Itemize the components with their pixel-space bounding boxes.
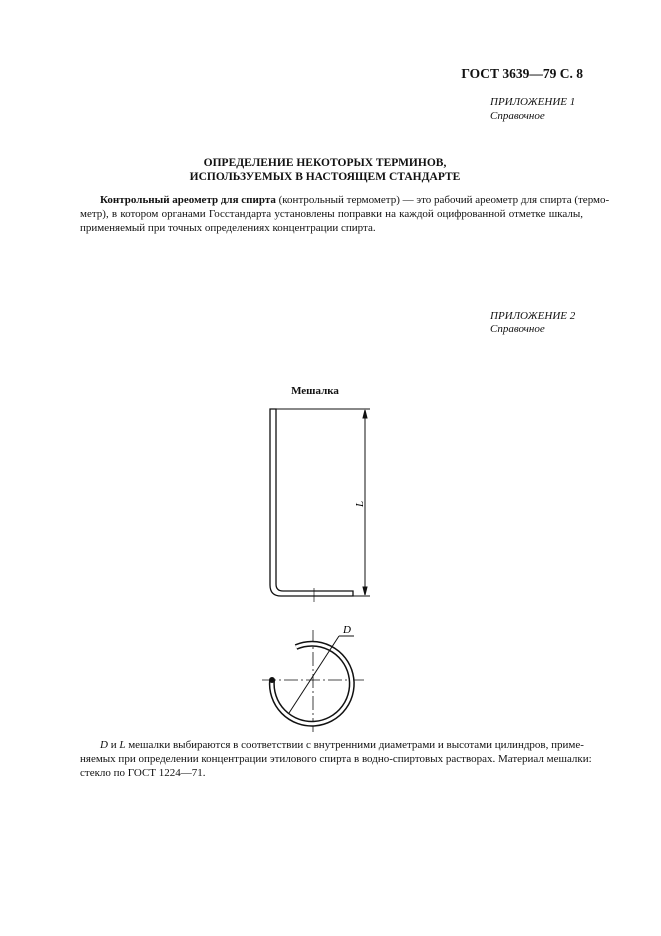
note-l: L — [119, 739, 126, 751]
definition-text: (контрольный термометр) — это рабочий ареометр для спирта (термо- — [275, 194, 610, 206]
appendix-2-status: Справочное — [490, 323, 545, 335]
document-reference: ГОСТ 3639—79 С. 8 — [461, 66, 583, 81]
appendix-1-label: ПРИЛОЖЕНИЕ 1 — [490, 96, 576, 108]
definition-term: Контрольный ареометр для спирта — [100, 194, 276, 206]
length-label: L — [354, 500, 366, 507]
note-line-1 — [100, 739, 583, 751]
note-and: и — [107, 739, 120, 751]
stirrer-top-view — [262, 630, 365, 732]
definition-line-2: метр), в котором органами Госстандарта установлены поправки на каждой оцифрованной отметке шкалы, — [80, 208, 583, 220]
figure-caption: Мешалка — [291, 385, 339, 397]
definition-line-3: применяемый при точных определениях концентрации спирта. — [80, 222, 376, 234]
note-line-2: няемых при определении концентрации этилового спирта в водно-спиртовых растворах. Материал мешалки: — [80, 753, 592, 765]
note-text: мешалки выбираются в соответствии с внутренними диаметрами и высотами цилиндров, приме- — [125, 739, 584, 751]
diameter-label: D — [343, 624, 351, 636]
section-title-line-1: ОПРЕДЕЛЕНИЕ НЕКОТОРЫХ ТЕРМИНОВ, — [203, 157, 447, 169]
section-title-line-2: ИСПОЛЬЗУЕМЫХ В НАСТОЯЩЕМ СТАНДАРТЕ — [189, 171, 461, 183]
note-d: D — [100, 739, 108, 751]
note-line-3: стекло по ГОСТ 1224—71. — [80, 767, 206, 779]
stirrer-side-view — [270, 409, 353, 596]
appendix-1-status: Справочное — [490, 110, 545, 122]
appendix-2-label: ПРИЛОЖЕНИЕ 2 — [490, 310, 576, 322]
